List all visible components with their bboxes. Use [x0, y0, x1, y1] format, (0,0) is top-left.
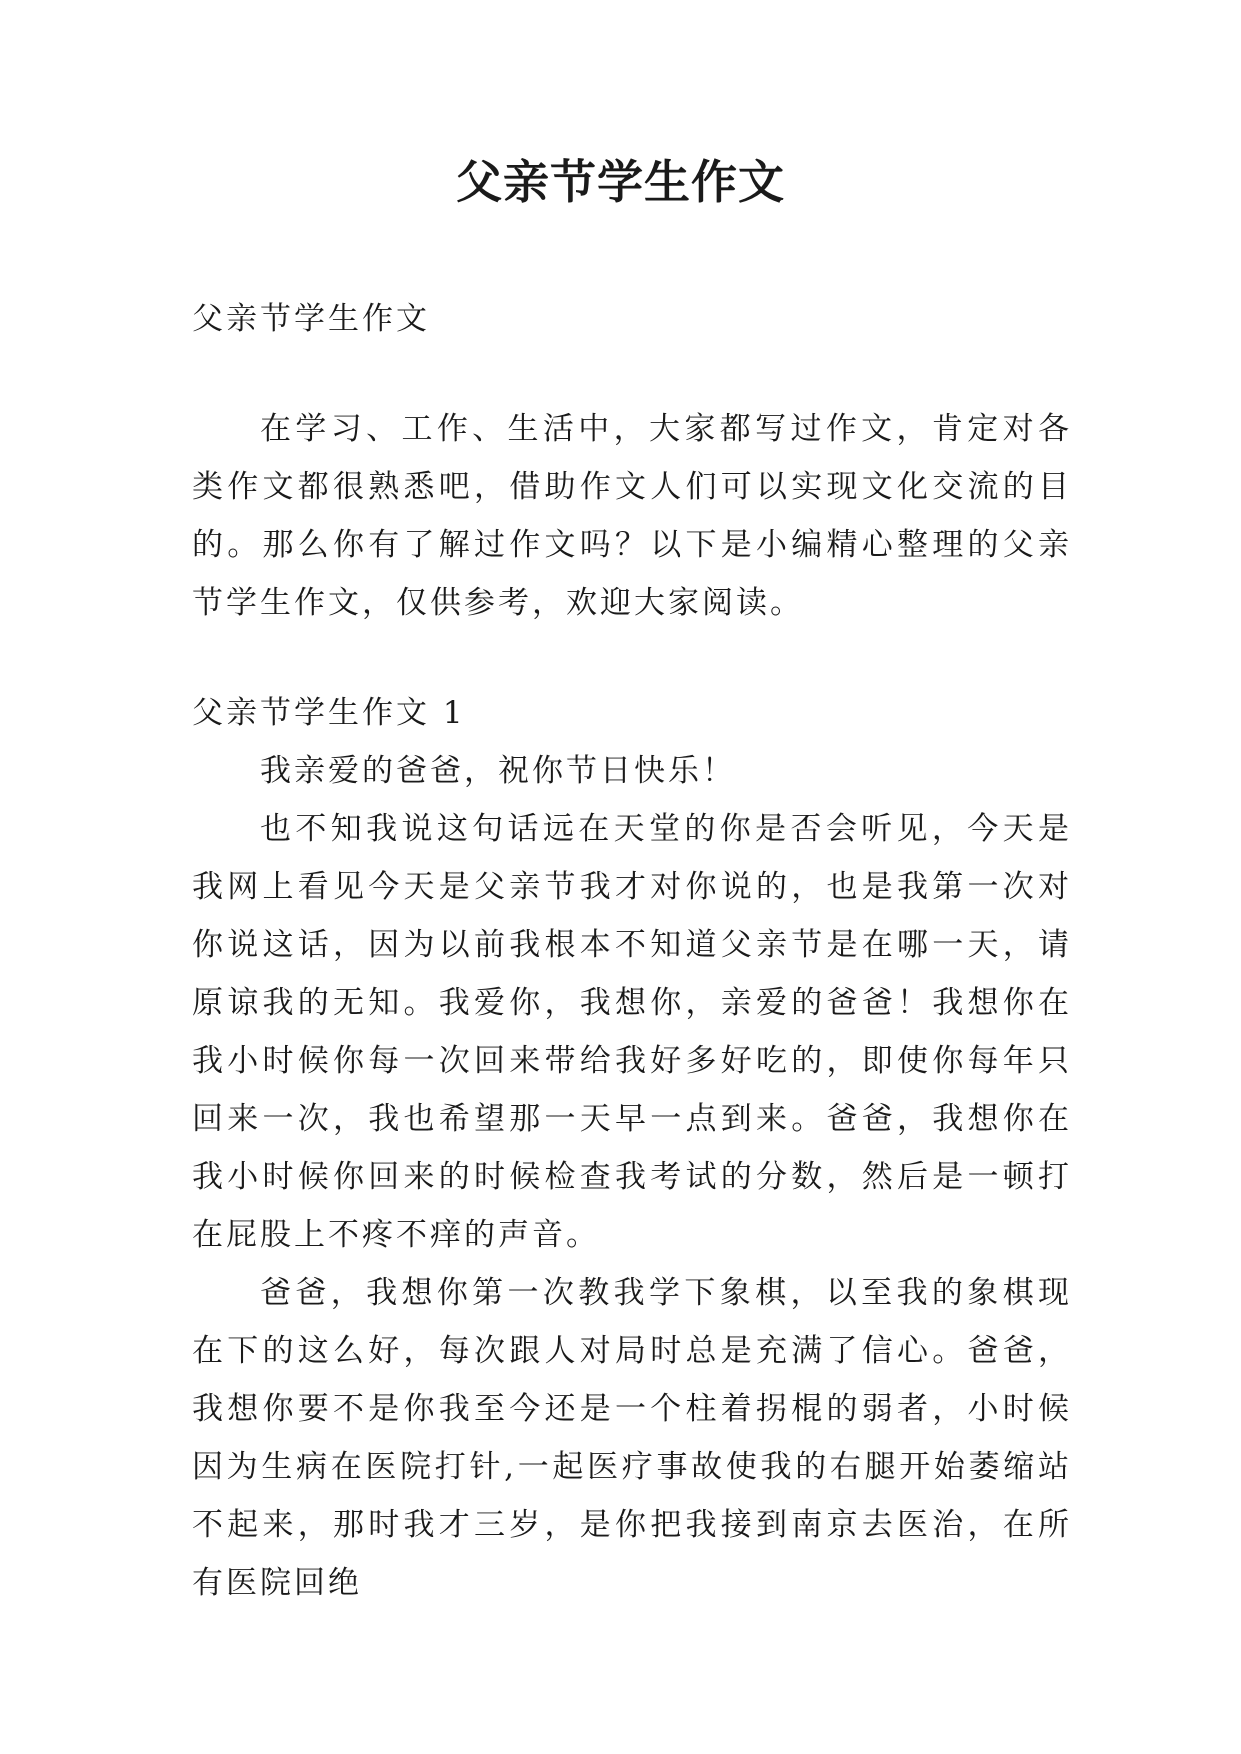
intro-paragraph: 在学习、工作、生活中，大家都写过作文，肯定对各类作文都很熟悉吧，借助作文人们可以实现文化交流的目的。那么你有了解过作文吗？以下是小编精心整理的父亲节学生作文，仅供参考，欢迎大家阅读。	[192, 411, 1072, 621]
document-subtitle: 父亲节学生作文	[192, 301, 430, 337]
body-paragraph: 爸爸，我想你第一次教我学下象棋，以至我的象棋现在下的这么好，每次跟人对局时总是充满了信心。爸爸，我想你要不是你我至今还是一个柱着拐棍的弱者，小时候因为生病在医院打针,一起医疗事故使我的右腿开始萎缩站不起来，那时我才三岁，是你把我接到南京去医治，在所有医院回绝	[192, 1275, 1072, 1601]
document-body	[192, 290, 1072, 1612]
document-title: 父亲节学生作文	[456, 155, 785, 209]
section-heading: 父亲节学生作文 1	[192, 695, 466, 731]
spacer	[192, 348, 1072, 400]
body-paragraph: 我亲爱的爸爸，祝你节日快乐！	[260, 753, 736, 789]
body-paragraph: 也不知我说这句话远在天堂的你是否会听见，今天是我网上看见今天是父亲节我才对你说的，也是我第一次对你说这话，因为以前我根本不知道父亲节是在哪一天，请原谅我的无知。我爱你，我想你，亲爱的爸爸！我想你在我小时候你每一次回来带给我好多好吃的，即使你每年只回来一次，我也希望那一天早一点到来。爸爸，我想你在我小时候你回来的时候检查我考试的分数，然后是一顿打在屁股上不疼不痒的声音。	[192, 811, 1072, 1253]
spacer	[192, 632, 1072, 684]
